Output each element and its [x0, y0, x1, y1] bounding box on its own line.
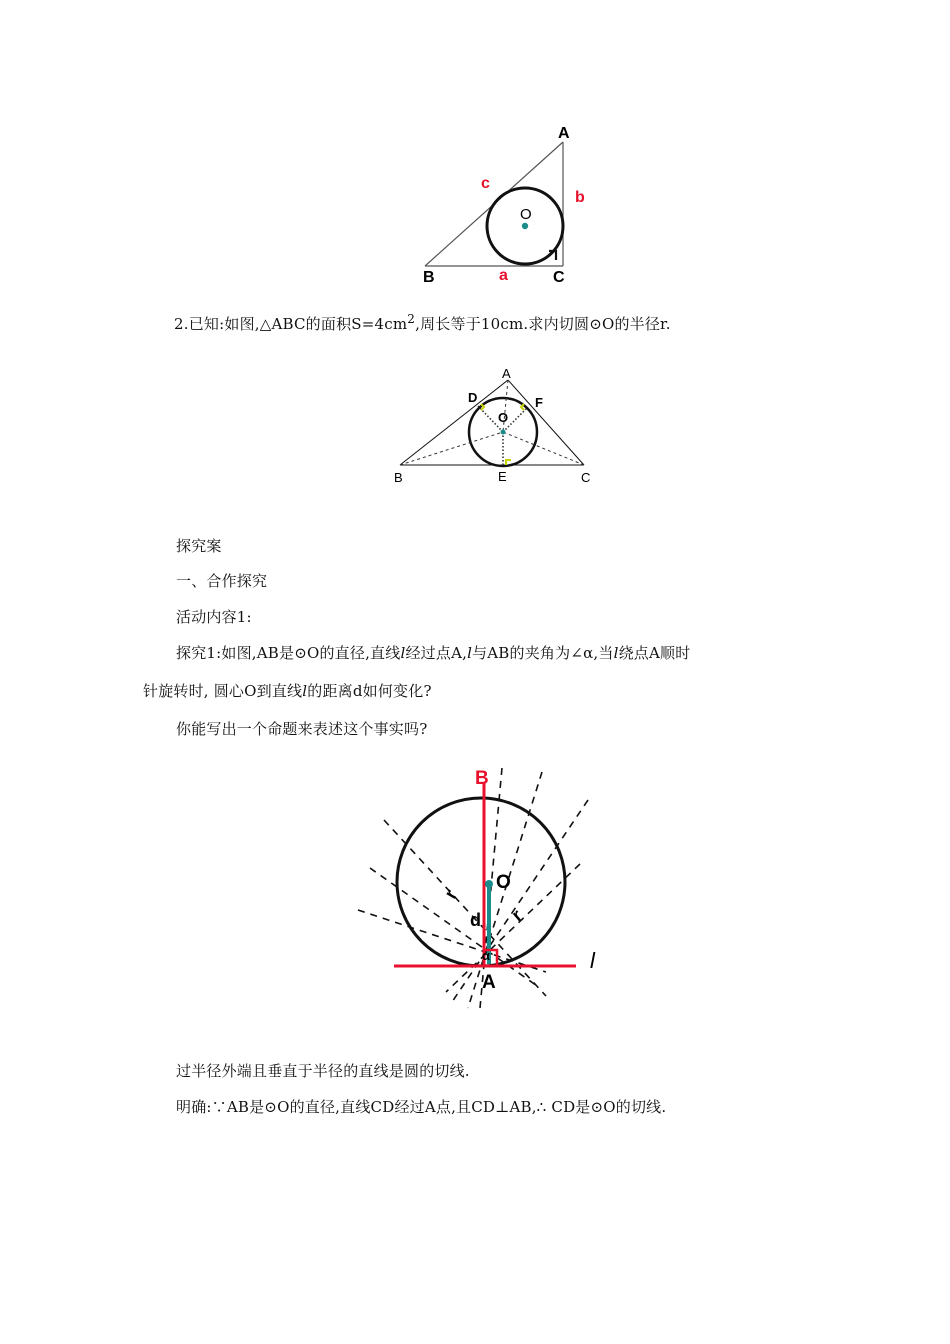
label-a: A: [482, 972, 496, 993]
side-ab: [400, 380, 508, 465]
label-r-right: r: [507, 905, 526, 926]
subsection-title: 一、合作探究: [176, 572, 268, 590]
rotated-dashed-lines: [358, 768, 588, 1008]
clarification: 明确:∵AB是⊙O的直径,直线CD经过A点,且CD⊥AB,∴ CD是⊙O的切线.: [176, 1098, 667, 1116]
label-d: d: [470, 910, 481, 930]
label-f: F: [535, 395, 543, 410]
explore-1-line-1: [176, 642, 690, 663]
tangent-theorem: 过半径外端且垂直于半径的直线是圆的切线.: [176, 1062, 470, 1080]
label-side-b: b: [575, 189, 585, 206]
explore-1-part-2: 经过点A,: [405, 644, 468, 662]
center-dot: [501, 430, 506, 435]
explore-1-part-1: 探究1:如图,AB是⊙O的直径,直线: [176, 644, 401, 662]
problem-2-text-end: ,周长等于10cm.求内切圆⊙O的半径r.: [415, 315, 671, 333]
label-o: O: [496, 872, 511, 893]
side-ac: [508, 380, 584, 465]
label-vertex-a: A: [558, 125, 570, 142]
problem-2-text: [174, 312, 671, 334]
center-dot: [485, 880, 493, 888]
center-dot: [522, 223, 528, 229]
label-b: B: [475, 768, 489, 789]
label-l: l: [590, 948, 595, 973]
label-vertex-c: C: [553, 269, 565, 286]
line-l-symbol: l: [302, 682, 308, 700]
label-vertex-b: B: [423, 269, 435, 286]
label-center-o: O: [520, 206, 532, 223]
line-l-symbol: l: [613, 644, 619, 662]
explore-1-part-4: 绕点A顺时: [618, 644, 691, 662]
label-d: D: [468, 390, 478, 405]
label-alpha: α: [482, 948, 490, 963]
label-e: E: [498, 469, 507, 484]
label-a: A: [502, 366, 511, 381]
rotating-line-figure: [350, 760, 620, 1020]
incircle-right-triangle-figure: [415, 120, 595, 290]
label-side-c: c: [481, 175, 490, 192]
explore-1-line-2: [143, 680, 432, 701]
explore-1-part-3: 与AB的夹角为∠α,当: [472, 644, 614, 662]
line-l-symbol: l: [400, 644, 406, 662]
label-side-a: a: [499, 267, 508, 284]
incircle-tangent-points-figure: [388, 362, 598, 487]
line-l-symbol: l: [467, 644, 473, 662]
superscript-2: 2: [407, 312, 416, 326]
explore-1-line-2-part-2: 的距离d如何变化?: [307, 682, 432, 700]
label-b: B: [394, 470, 403, 485]
activity-title: 活动内容1:: [176, 608, 252, 626]
proposition-question: 你能写出一个命题来表述这个事实吗?: [176, 720, 428, 738]
explore-1-line-2-part-1: 针旋转时, 圆心O到直线: [143, 682, 303, 700]
label-c: C: [581, 470, 591, 485]
label-r-left: r: [440, 885, 461, 902]
label-o: O: [498, 410, 509, 425]
problem-2-text-start: 2.已知:如图,△ABC的面积S=4cm: [174, 315, 408, 333]
section-title: 探究案: [176, 537, 222, 555]
circle-o: [397, 798, 565, 966]
